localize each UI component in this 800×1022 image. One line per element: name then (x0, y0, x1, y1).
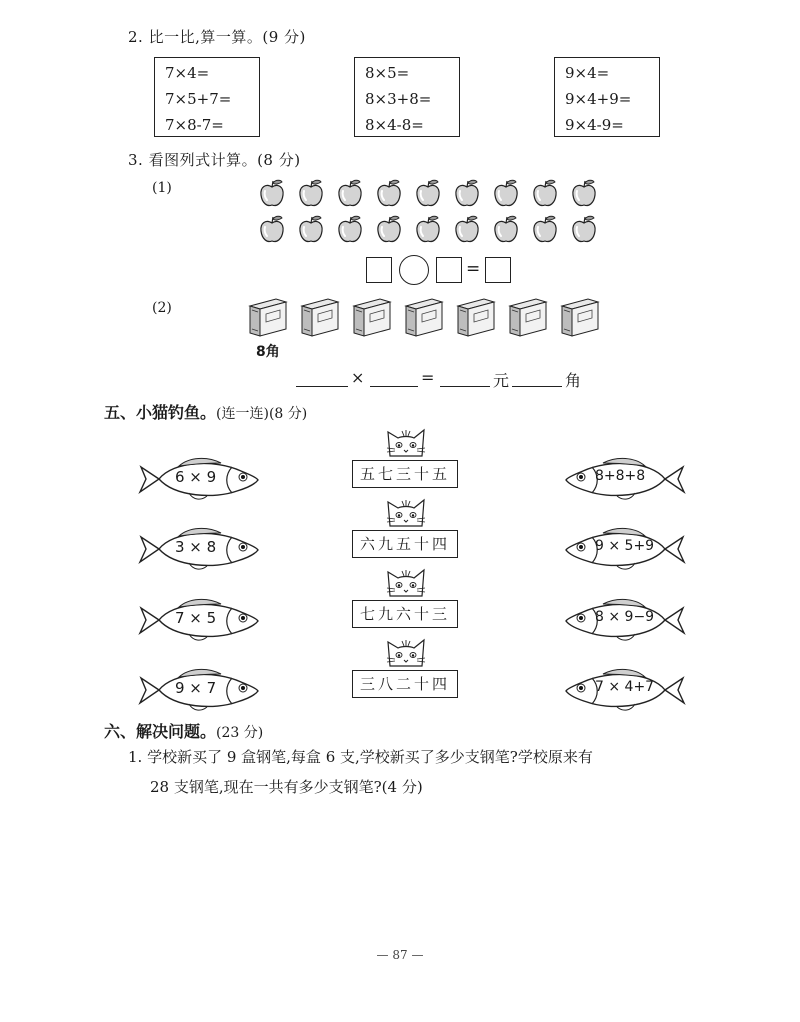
equals-sign-2: = (421, 368, 435, 387)
blank-yuan[interactable] (440, 386, 490, 387)
calc-line: 8×5= (365, 64, 410, 82)
calc-line: 7×5+7= (165, 90, 232, 108)
book-icon (402, 294, 446, 340)
calc-line: 7×4= (165, 64, 210, 82)
section-6-heading: 六、解决问题。 (104, 722, 217, 741)
book-icon (246, 294, 290, 340)
page-number: — 87 — (376, 948, 424, 962)
apple-icon (492, 214, 520, 244)
apple-icon (297, 178, 325, 208)
right-fish-4[interactable] (563, 666, 687, 714)
apple-icon (570, 214, 598, 244)
apple-icon (531, 178, 559, 208)
book-icon (454, 294, 498, 340)
fish-expression: 6 × 9 (175, 468, 217, 486)
cat-answer: 六九五十四 (352, 530, 458, 558)
apple-row-1 (258, 178, 598, 208)
left-fish-3[interactable] (137, 596, 261, 644)
cat-head-icon (384, 426, 428, 458)
calc-line: 9×4-9= (565, 116, 624, 134)
cat-answer: 七九六十三 (352, 600, 458, 628)
blank-jiao[interactable] (512, 386, 562, 387)
section-5-title (104, 400, 307, 423)
book-row (246, 294, 602, 340)
apple-row-2 (258, 214, 598, 244)
fish-expression: 8+8+8 (595, 468, 646, 484)
calc-line: 9×4= (565, 64, 610, 82)
apple-icon (297, 214, 325, 244)
fish-expression: 3 × 8 (175, 538, 217, 556)
apple-icon (258, 178, 286, 208)
problem-1-line-1: 1. 学校新买了 9 盒钢笔,每盒 6 支,学校新买了多少支钢笔?学校原来有 (128, 748, 593, 766)
calc-line: 8×4-8= (365, 116, 424, 134)
section-6-note: (23 分) (216, 725, 264, 741)
times-sign: × (351, 368, 365, 387)
apple-icon (375, 178, 403, 208)
apple-icon (375, 214, 403, 244)
blank-2[interactable] (370, 386, 418, 387)
apple-icon (258, 214, 286, 244)
calc-box-7 (154, 57, 260, 137)
section-5-note: (连一连)(8 分) (216, 406, 308, 422)
problem-1-line-2: 28 支钢笔,现在一共有多少支钢笔?(4 分) (150, 778, 423, 796)
cat-answer: 三八二十四 (352, 670, 458, 698)
book-icon (506, 294, 550, 340)
calc-line: 9×4+9= (565, 90, 632, 108)
right-fish-2[interactable] (563, 525, 687, 573)
section-5-heading: 五、小猫钓鱼。 (104, 403, 217, 422)
fish-expression: 9 × 7 (175, 679, 217, 697)
jiao-label: 角 (565, 371, 582, 390)
right-fish-3[interactable] (563, 596, 687, 644)
apple-icon (336, 214, 364, 244)
calc-box-9 (554, 57, 660, 137)
fish-expression: 9 × 5+9 (595, 538, 655, 554)
answer-box-1[interactable] (366, 257, 392, 283)
fish-expression: 8 × 9−9 (595, 609, 655, 625)
left-fish-2[interactable] (137, 525, 261, 573)
part-2-label: (2) (152, 300, 172, 316)
equals-sign: = (466, 259, 481, 279)
apple-icon (414, 214, 442, 244)
answer-box-2[interactable] (436, 257, 462, 283)
book-icon (558, 294, 602, 340)
calc-line: 8×3+8= (365, 90, 432, 108)
book-icon (350, 294, 394, 340)
cat-head-icon (384, 496, 428, 528)
blank-1[interactable] (296, 386, 348, 387)
right-fish-1[interactable] (563, 455, 687, 503)
yuan-label: 元 (493, 371, 510, 390)
question-2-title: 2. 比一比,算一算。(9 分) (128, 28, 306, 46)
fish-expression: 7 × 5 (175, 609, 217, 627)
cat-head-icon (384, 636, 428, 668)
apple-icon (453, 214, 481, 244)
part-1-label: (1) (152, 180, 172, 196)
apple-icon (453, 178, 481, 208)
left-fish-1[interactable] (137, 455, 261, 503)
section-6-title (104, 719, 263, 742)
book-icon (298, 294, 342, 340)
fish-expression: 7 × 4+7 (595, 679, 655, 695)
calc-line: 7×8-7= (165, 116, 224, 134)
answer-box-3[interactable] (485, 257, 511, 283)
calc-box-8 (354, 57, 460, 137)
cat-head-icon (384, 566, 428, 598)
book-price-label: 8角 (256, 344, 280, 360)
cat-answer: 五七三十五 (352, 460, 458, 488)
apple-icon (336, 178, 364, 208)
left-fish-4[interactable] (137, 666, 261, 714)
apple-icon (414, 178, 442, 208)
apple-icon (531, 214, 559, 244)
apple-icon (570, 178, 598, 208)
question-3-title: 3. 看图列式计算。(8 分) (128, 151, 301, 169)
apple-icon (492, 178, 520, 208)
operator-circle[interactable] (399, 255, 429, 285)
